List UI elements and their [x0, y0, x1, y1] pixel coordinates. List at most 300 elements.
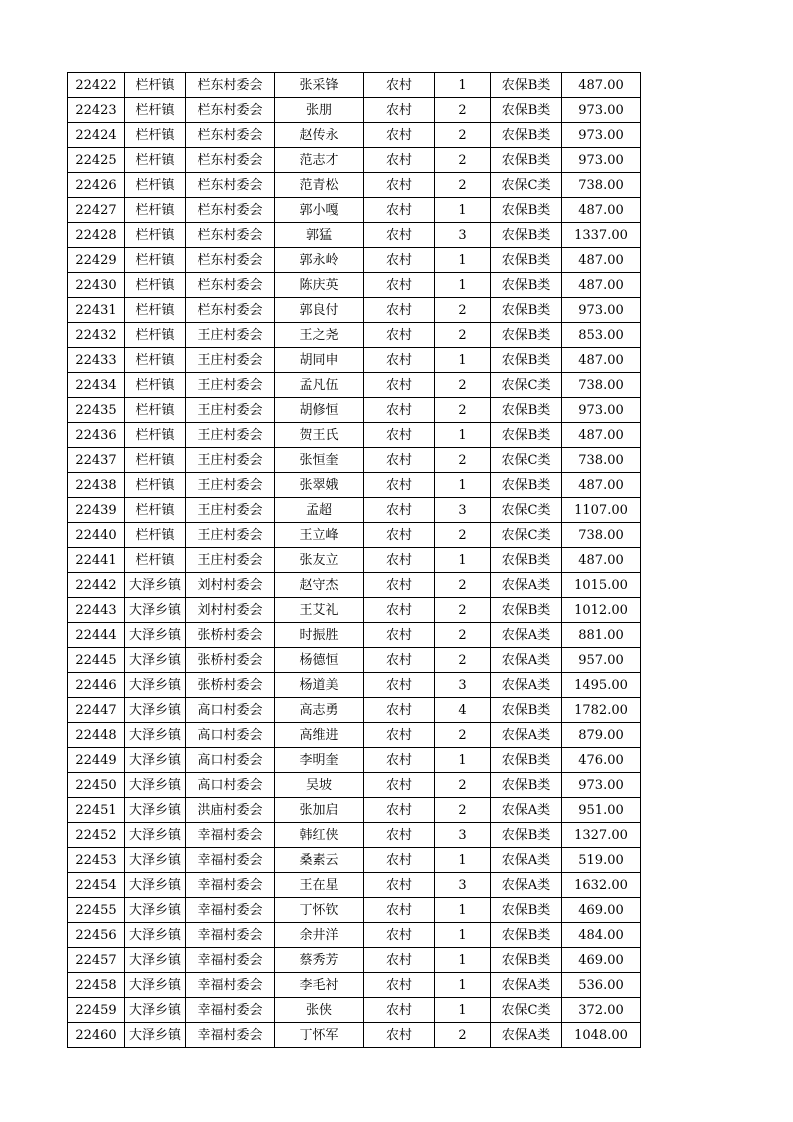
township-cell: 栏杆镇	[125, 98, 186, 123]
amount-cell: 957.00	[562, 648, 641, 673]
insurance-category-cell: 农保A类	[491, 573, 562, 598]
township-cell: 大泽乡镇	[125, 898, 186, 923]
township-cell: 大泽乡镇	[125, 648, 186, 673]
member-count-cell: 2	[435, 648, 491, 673]
amount-cell: 487.00	[562, 198, 641, 223]
amount-cell: 1107.00	[562, 498, 641, 523]
insurance-category-cell: 农保B类	[491, 398, 562, 423]
name-cell: 陈庆英	[275, 273, 364, 298]
member-count-cell: 3	[435, 823, 491, 848]
table-row	[68, 898, 641, 923]
household-type-cell: 农村	[364, 323, 435, 348]
village-committee-cell: 高口村委会	[186, 748, 275, 773]
table-row	[68, 1023, 641, 1048]
village-committee-cell: 栏东村委会	[186, 248, 275, 273]
name-cell: 杨道美	[275, 673, 364, 698]
member-count-cell: 1	[435, 73, 491, 98]
amount-cell: 853.00	[562, 323, 641, 348]
insurance-category-cell: 农保A类	[491, 673, 562, 698]
member-count-cell: 1	[435, 348, 491, 373]
township-cell: 大泽乡镇	[125, 773, 186, 798]
member-count-cell: 1	[435, 748, 491, 773]
insurance-category-cell: 农保B类	[491, 198, 562, 223]
household-type-cell: 农村	[364, 973, 435, 998]
amount-cell: 484.00	[562, 923, 641, 948]
insurance-category-cell: 农保B类	[491, 323, 562, 348]
member-count-cell: 2	[435, 773, 491, 798]
amount-cell: 1495.00	[562, 673, 641, 698]
township-cell: 栏杆镇	[125, 73, 186, 98]
household-type-cell: 农村	[364, 223, 435, 248]
insurance-category-cell: 农保B类	[491, 598, 562, 623]
name-cell: 王在星	[275, 873, 364, 898]
amount-cell: 951.00	[562, 798, 641, 823]
insurance-category-cell: 农保A类	[491, 848, 562, 873]
name-cell: 吴坡	[275, 773, 364, 798]
village-committee-cell: 幸福村委会	[186, 948, 275, 973]
amount-cell: 738.00	[562, 523, 641, 548]
village-committee-cell: 栏东村委会	[186, 198, 275, 223]
table-row	[68, 523, 641, 548]
household-type-cell: 农村	[364, 873, 435, 898]
village-committee-cell: 高口村委会	[186, 773, 275, 798]
amount-cell: 973.00	[562, 773, 641, 798]
name-cell: 胡修恒	[275, 398, 364, 423]
table-row	[68, 298, 641, 323]
household-type-cell: 农村	[364, 298, 435, 323]
amount-cell: 469.00	[562, 898, 641, 923]
name-cell: 桑素云	[275, 848, 364, 873]
insurance-category-cell: 农保A类	[491, 648, 562, 673]
record-number-cell: 22430	[68, 273, 125, 298]
township-cell: 大泽乡镇	[125, 798, 186, 823]
roster-sheet	[67, 72, 641, 1048]
household-type-cell: 农村	[364, 123, 435, 148]
name-cell: 郭猛	[275, 223, 364, 248]
member-count-cell: 3	[435, 673, 491, 698]
member-count-cell: 1	[435, 548, 491, 573]
record-number-cell: 22460	[68, 1023, 125, 1048]
household-type-cell: 农村	[364, 98, 435, 123]
table-row	[68, 948, 641, 973]
household-type-cell: 农村	[364, 73, 435, 98]
record-number-cell: 22457	[68, 948, 125, 973]
township-cell: 大泽乡镇	[125, 673, 186, 698]
amount-cell: 487.00	[562, 473, 641, 498]
record-number-cell: 22434	[68, 373, 125, 398]
village-committee-cell: 王庄村委会	[186, 548, 275, 573]
member-count-cell: 1	[435, 898, 491, 923]
township-cell: 栏杆镇	[125, 223, 186, 248]
township-cell: 栏杆镇	[125, 273, 186, 298]
insurance-category-cell: 农保A类	[491, 723, 562, 748]
township-cell: 大泽乡镇	[125, 573, 186, 598]
village-committee-cell: 洪庙村委会	[186, 798, 275, 823]
record-number-cell: 22455	[68, 898, 125, 923]
member-count-cell: 1	[435, 973, 491, 998]
name-cell: 郭小嘎	[275, 198, 364, 223]
village-committee-cell: 栏东村委会	[186, 123, 275, 148]
insurance-category-cell: 农保B类	[491, 748, 562, 773]
amount-cell: 973.00	[562, 398, 641, 423]
township-cell: 大泽乡镇	[125, 848, 186, 873]
roster-table-body	[68, 73, 641, 1048]
member-count-cell: 2	[435, 448, 491, 473]
name-cell: 赵传永	[275, 123, 364, 148]
record-number-cell: 22439	[68, 498, 125, 523]
household-type-cell: 农村	[364, 798, 435, 823]
record-number-cell: 22423	[68, 98, 125, 123]
amount-cell: 973.00	[562, 123, 641, 148]
name-cell: 高维进	[275, 723, 364, 748]
amount-cell: 487.00	[562, 273, 641, 298]
table-row	[68, 273, 641, 298]
household-type-cell: 农村	[364, 573, 435, 598]
amount-cell: 738.00	[562, 448, 641, 473]
table-row	[68, 423, 641, 448]
table-row	[68, 598, 641, 623]
member-count-cell: 2	[435, 623, 491, 648]
record-number-cell: 22458	[68, 973, 125, 998]
amount-cell: 1337.00	[562, 223, 641, 248]
household-type-cell: 农村	[364, 1023, 435, 1048]
table-row	[68, 648, 641, 673]
table-row	[68, 123, 641, 148]
table-row	[68, 473, 641, 498]
township-cell: 大泽乡镇	[125, 598, 186, 623]
insurance-category-cell: 农保A类	[491, 623, 562, 648]
village-committee-cell: 栏东村委会	[186, 148, 275, 173]
member-count-cell: 1	[435, 848, 491, 873]
township-cell: 大泽乡镇	[125, 1023, 186, 1048]
household-type-cell: 农村	[364, 923, 435, 948]
record-number-cell: 22453	[68, 848, 125, 873]
village-committee-cell: 张桥村委会	[186, 673, 275, 698]
insurance-category-cell: 农保B类	[491, 898, 562, 923]
village-committee-cell: 王庄村委会	[186, 423, 275, 448]
insurance-category-cell: 农保A类	[491, 1023, 562, 1048]
record-number-cell: 22452	[68, 823, 125, 848]
record-number-cell: 22443	[68, 598, 125, 623]
record-number-cell: 22454	[68, 873, 125, 898]
household-type-cell: 农村	[364, 523, 435, 548]
township-cell: 大泽乡镇	[125, 873, 186, 898]
name-cell: 李明奎	[275, 748, 364, 773]
township-cell: 栏杆镇	[125, 473, 186, 498]
table-row	[68, 498, 641, 523]
table-row	[68, 873, 641, 898]
table-row	[68, 798, 641, 823]
name-cell: 孟超	[275, 498, 364, 523]
township-cell: 大泽乡镇	[125, 723, 186, 748]
village-committee-cell: 幸福村委会	[186, 848, 275, 873]
record-number-cell: 22446	[68, 673, 125, 698]
record-number-cell: 22441	[68, 548, 125, 573]
township-cell: 栏杆镇	[125, 523, 186, 548]
table-row	[68, 923, 641, 948]
insurance-category-cell: 农保B类	[491, 223, 562, 248]
name-cell: 余井洋	[275, 923, 364, 948]
name-cell: 杨德恒	[275, 648, 364, 673]
table-row	[68, 998, 641, 1023]
insurance-category-cell: 农保C类	[491, 448, 562, 473]
township-cell: 栏杆镇	[125, 448, 186, 473]
member-count-cell: 1	[435, 198, 491, 223]
amount-cell: 738.00	[562, 173, 641, 198]
member-count-cell: 2	[435, 298, 491, 323]
insurance-category-cell: 农保C类	[491, 173, 562, 198]
insurance-category-cell: 农保B类	[491, 423, 562, 448]
village-committee-cell: 幸福村委会	[186, 998, 275, 1023]
amount-cell: 487.00	[562, 348, 641, 373]
member-count-cell: 1	[435, 923, 491, 948]
township-cell: 栏杆镇	[125, 173, 186, 198]
township-cell: 栏杆镇	[125, 298, 186, 323]
household-type-cell: 农村	[364, 148, 435, 173]
village-committee-cell: 王庄村委会	[186, 323, 275, 348]
village-committee-cell: 栏东村委会	[186, 73, 275, 98]
table-row	[68, 223, 641, 248]
township-cell: 栏杆镇	[125, 423, 186, 448]
name-cell: 赵守杰	[275, 573, 364, 598]
household-type-cell: 农村	[364, 748, 435, 773]
village-committee-cell: 栏东村委会	[186, 223, 275, 248]
member-count-cell: 2	[435, 1023, 491, 1048]
name-cell: 李毛衬	[275, 973, 364, 998]
household-type-cell: 农村	[364, 248, 435, 273]
name-cell: 韩红侠	[275, 823, 364, 848]
household-type-cell: 农村	[364, 348, 435, 373]
table-row	[68, 173, 641, 198]
insurance-category-cell: 农保B类	[491, 148, 562, 173]
insurance-category-cell: 农保B类	[491, 123, 562, 148]
amount-cell: 973.00	[562, 148, 641, 173]
name-cell: 孟凡伍	[275, 373, 364, 398]
amount-cell: 487.00	[562, 423, 641, 448]
record-number-cell: 22436	[68, 423, 125, 448]
township-cell: 栏杆镇	[125, 348, 186, 373]
name-cell: 范青松	[275, 173, 364, 198]
record-number-cell: 22447	[68, 698, 125, 723]
insurance-category-cell: 农保C类	[491, 998, 562, 1023]
amount-cell: 1782.00	[562, 698, 641, 723]
township-cell: 栏杆镇	[125, 198, 186, 223]
member-count-cell: 2	[435, 323, 491, 348]
village-committee-cell: 王庄村委会	[186, 373, 275, 398]
amount-cell: 973.00	[562, 98, 641, 123]
amount-cell: 1012.00	[562, 598, 641, 623]
village-committee-cell: 王庄村委会	[186, 498, 275, 523]
amount-cell: 881.00	[562, 623, 641, 648]
township-cell: 栏杆镇	[125, 248, 186, 273]
table-row	[68, 98, 641, 123]
village-committee-cell: 栏东村委会	[186, 98, 275, 123]
insurance-category-cell: 农保C类	[491, 373, 562, 398]
name-cell: 张恒奎	[275, 448, 364, 473]
member-count-cell: 2	[435, 123, 491, 148]
village-committee-cell: 栏东村委会	[186, 273, 275, 298]
amount-cell: 738.00	[562, 373, 641, 398]
name-cell: 郭良付	[275, 298, 364, 323]
member-count-cell: 1	[435, 248, 491, 273]
member-count-cell: 2	[435, 573, 491, 598]
name-cell: 贺王氏	[275, 423, 364, 448]
table-row	[68, 573, 641, 598]
insurance-category-cell: 农保B类	[491, 348, 562, 373]
table-row	[68, 823, 641, 848]
member-count-cell: 1	[435, 273, 491, 298]
household-type-cell: 农村	[364, 198, 435, 223]
household-type-cell: 农村	[364, 173, 435, 198]
household-type-cell: 农村	[364, 723, 435, 748]
table-row	[68, 973, 641, 998]
record-number-cell: 22459	[68, 998, 125, 1023]
member-count-cell: 4	[435, 698, 491, 723]
name-cell: 张友立	[275, 548, 364, 573]
name-cell: 张采锋	[275, 73, 364, 98]
insurance-category-cell: 农保C类	[491, 523, 562, 548]
record-number-cell: 22440	[68, 523, 125, 548]
member-count-cell: 1	[435, 998, 491, 1023]
table-row	[68, 698, 641, 723]
table-row	[68, 773, 641, 798]
record-number-cell: 22442	[68, 573, 125, 598]
name-cell: 范志才	[275, 148, 364, 173]
table-row	[68, 323, 641, 348]
table-row	[68, 848, 641, 873]
household-type-cell: 农村	[364, 898, 435, 923]
insurance-category-cell: 农保B类	[491, 948, 562, 973]
insurance-category-cell: 农保A类	[491, 973, 562, 998]
name-cell: 郭永岭	[275, 248, 364, 273]
household-type-cell: 农村	[364, 823, 435, 848]
member-count-cell: 3	[435, 498, 491, 523]
insurance-category-cell: 农保B类	[491, 823, 562, 848]
village-committee-cell: 栏东村委会	[186, 173, 275, 198]
township-cell: 栏杆镇	[125, 323, 186, 348]
insurance-category-cell: 农保B类	[491, 923, 562, 948]
amount-cell: 1327.00	[562, 823, 641, 848]
amount-cell: 469.00	[562, 948, 641, 973]
record-number-cell: 22451	[68, 798, 125, 823]
record-number-cell: 22437	[68, 448, 125, 473]
record-number-cell: 22427	[68, 198, 125, 223]
township-cell: 栏杆镇	[125, 548, 186, 573]
member-count-cell: 1	[435, 423, 491, 448]
amount-cell: 536.00	[562, 973, 641, 998]
name-cell: 王立峰	[275, 523, 364, 548]
name-cell: 张朋	[275, 98, 364, 123]
township-cell: 大泽乡镇	[125, 698, 186, 723]
table-row	[68, 748, 641, 773]
member-count-cell: 2	[435, 523, 491, 548]
record-number-cell: 22425	[68, 148, 125, 173]
household-type-cell: 农村	[364, 548, 435, 573]
record-number-cell: 22444	[68, 623, 125, 648]
village-committee-cell: 王庄村委会	[186, 523, 275, 548]
village-committee-cell: 张桥村委会	[186, 623, 275, 648]
amount-cell: 476.00	[562, 748, 641, 773]
household-type-cell: 农村	[364, 948, 435, 973]
name-cell: 时振胜	[275, 623, 364, 648]
household-type-cell: 农村	[364, 473, 435, 498]
village-committee-cell: 刘村村委会	[186, 598, 275, 623]
township-cell: 大泽乡镇	[125, 973, 186, 998]
record-number-cell: 22445	[68, 648, 125, 673]
member-count-cell: 2	[435, 173, 491, 198]
village-committee-cell: 幸福村委会	[186, 973, 275, 998]
village-committee-cell: 栏东村委会	[186, 298, 275, 323]
record-number-cell: 22431	[68, 298, 125, 323]
insurance-category-cell: 农保B类	[491, 298, 562, 323]
amount-cell: 1015.00	[562, 573, 641, 598]
household-type-cell: 农村	[364, 773, 435, 798]
household-type-cell: 农村	[364, 998, 435, 1023]
insurance-category-cell: 农保B类	[491, 273, 562, 298]
record-number-cell: 22449	[68, 748, 125, 773]
name-cell: 王艾礼	[275, 598, 364, 623]
member-count-cell: 1	[435, 473, 491, 498]
village-committee-cell: 幸福村委会	[186, 823, 275, 848]
name-cell: 高志勇	[275, 698, 364, 723]
table-row	[68, 373, 641, 398]
village-committee-cell: 张桥村委会	[186, 648, 275, 673]
amount-cell: 487.00	[562, 248, 641, 273]
record-number-cell: 22432	[68, 323, 125, 348]
insurance-category-cell: 农保A类	[491, 873, 562, 898]
insurance-category-cell: 农保A类	[491, 798, 562, 823]
household-type-cell: 农村	[364, 448, 435, 473]
township-cell: 大泽乡镇	[125, 923, 186, 948]
amount-cell: 519.00	[562, 848, 641, 873]
village-committee-cell: 王庄村委会	[186, 348, 275, 373]
township-cell: 大泽乡镇	[125, 748, 186, 773]
name-cell: 丁怀军	[275, 1023, 364, 1048]
record-number-cell: 22422	[68, 73, 125, 98]
amount-cell: 1632.00	[562, 873, 641, 898]
township-cell: 栏杆镇	[125, 123, 186, 148]
insurance-category-cell: 农保B类	[491, 773, 562, 798]
insurance-category-cell: 农保B类	[491, 248, 562, 273]
name-cell: 张翠娥	[275, 473, 364, 498]
table-row	[68, 673, 641, 698]
record-number-cell: 22429	[68, 248, 125, 273]
household-type-cell: 农村	[364, 423, 435, 448]
township-cell: 大泽乡镇	[125, 948, 186, 973]
member-count-cell: 3	[435, 223, 491, 248]
village-committee-cell: 幸福村委会	[186, 923, 275, 948]
household-type-cell: 农村	[364, 848, 435, 873]
name-cell: 丁怀钦	[275, 898, 364, 923]
table-row	[68, 723, 641, 748]
township-cell: 大泽乡镇	[125, 823, 186, 848]
amount-cell: 487.00	[562, 548, 641, 573]
village-committee-cell: 幸福村委会	[186, 898, 275, 923]
township-cell: 栏杆镇	[125, 148, 186, 173]
member-count-cell: 2	[435, 148, 491, 173]
insurance-category-cell: 农保C类	[491, 498, 562, 523]
township-cell: 大泽乡镇	[125, 623, 186, 648]
record-number-cell: 22424	[68, 123, 125, 148]
township-cell: 栏杆镇	[125, 498, 186, 523]
amount-cell: 372.00	[562, 998, 641, 1023]
village-committee-cell: 幸福村委会	[186, 1023, 275, 1048]
record-number-cell: 22435	[68, 398, 125, 423]
name-cell: 王之尧	[275, 323, 364, 348]
member-count-cell: 2	[435, 398, 491, 423]
table-row	[68, 148, 641, 173]
name-cell: 蔡秀芳	[275, 948, 364, 973]
